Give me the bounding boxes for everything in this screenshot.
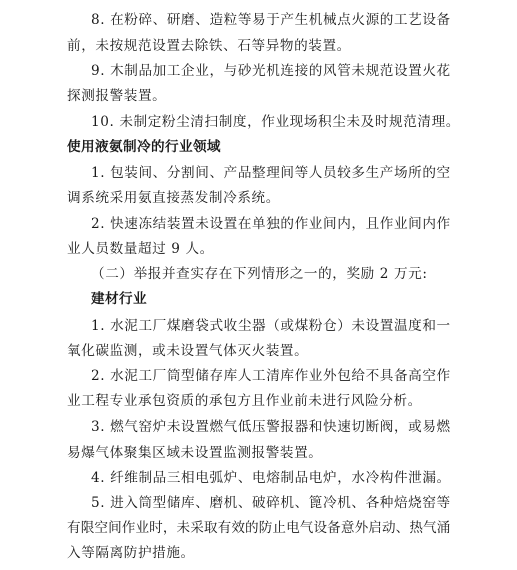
item-9-line-1: 9. 木制品加工企业，与砂光机连接的风管未规范设置火花 — [91, 62, 451, 79]
reward-clause-heading: （二）举报并查实存在下列情形之一的，奖励 2 万元: — [91, 266, 428, 283]
ammonia-item-1-line-2: 调系统采用氨直接蒸发制冷系统。 — [67, 189, 280, 206]
bm-item-3-line-2: 易爆气体聚集区域未设置监测报警装置。 — [67, 444, 323, 461]
bm-item-4-line-1: 4. 纤维制品三相电弧炉、电熔制品电炉，水冷构件泄漏。 — [91, 469, 451, 486]
bm-item-5-line-1: 5. 进入筒型储库、磨机、破碎机、篦冷机、各种焙烧窑等 — [91, 494, 451, 511]
item-8-line-1: 8. 在粉碎、研磨、造粒等易于产生机械点火源的工艺设备 — [91, 12, 451, 29]
bm-item-3-line-1: 3. 燃气窑炉未设置燃气低压警报器和快速切断阀，或易燃 — [91, 419, 451, 436]
bm-item-2-line-2: 业工程专业承包资质的承包方且作业前未进行风险分析。 — [67, 393, 422, 410]
bm-item-1-line-2: 氧化碳监测，或未设置气体灭火装置。 — [67, 342, 309, 359]
section-heading-building-materials: 建材行业 — [91, 291, 147, 308]
section-heading-ammonia: 使用液氨制冷的行业领域 — [67, 139, 221, 156]
bm-item-1-line-1: 1. 水泥工厂煤磨袋式收尘器（或煤粉仓）未设置温度和一 — [91, 317, 451, 334]
ammonia-item-2-line-2: 业人员数量超过 9 人。 — [67, 241, 214, 258]
ammonia-item-2-line-1: 2. 快速冻结装置未设置在单独的作业间内，且作业间内作 — [91, 215, 451, 232]
item-10-line-1: 10. 未制定粉尘清扫制度，作业现场积尘未及时规范清理。 — [91, 114, 460, 131]
item-8-line-2: 前，未按规范设置去除铁、石等异物的装置。 — [67, 37, 351, 54]
bm-item-5-line-3: 入等隔离防护措施。 — [67, 545, 195, 562]
bm-item-5-line-2: 有限空间作业时，未采取有效的防止电气设备意外启动、热气涌 — [67, 520, 451, 537]
bm-item-2-line-1: 2. 水泥工厂筒型储存库人工清库作业外包给不具备高空作 — [91, 368, 451, 384]
ammonia-item-1-line-1: 1. 包装间、分割间、产品整理间等人员较多生产场所的空 — [91, 164, 451, 181]
item-9-line-2: 探测报警装置。 — [67, 88, 167, 104]
